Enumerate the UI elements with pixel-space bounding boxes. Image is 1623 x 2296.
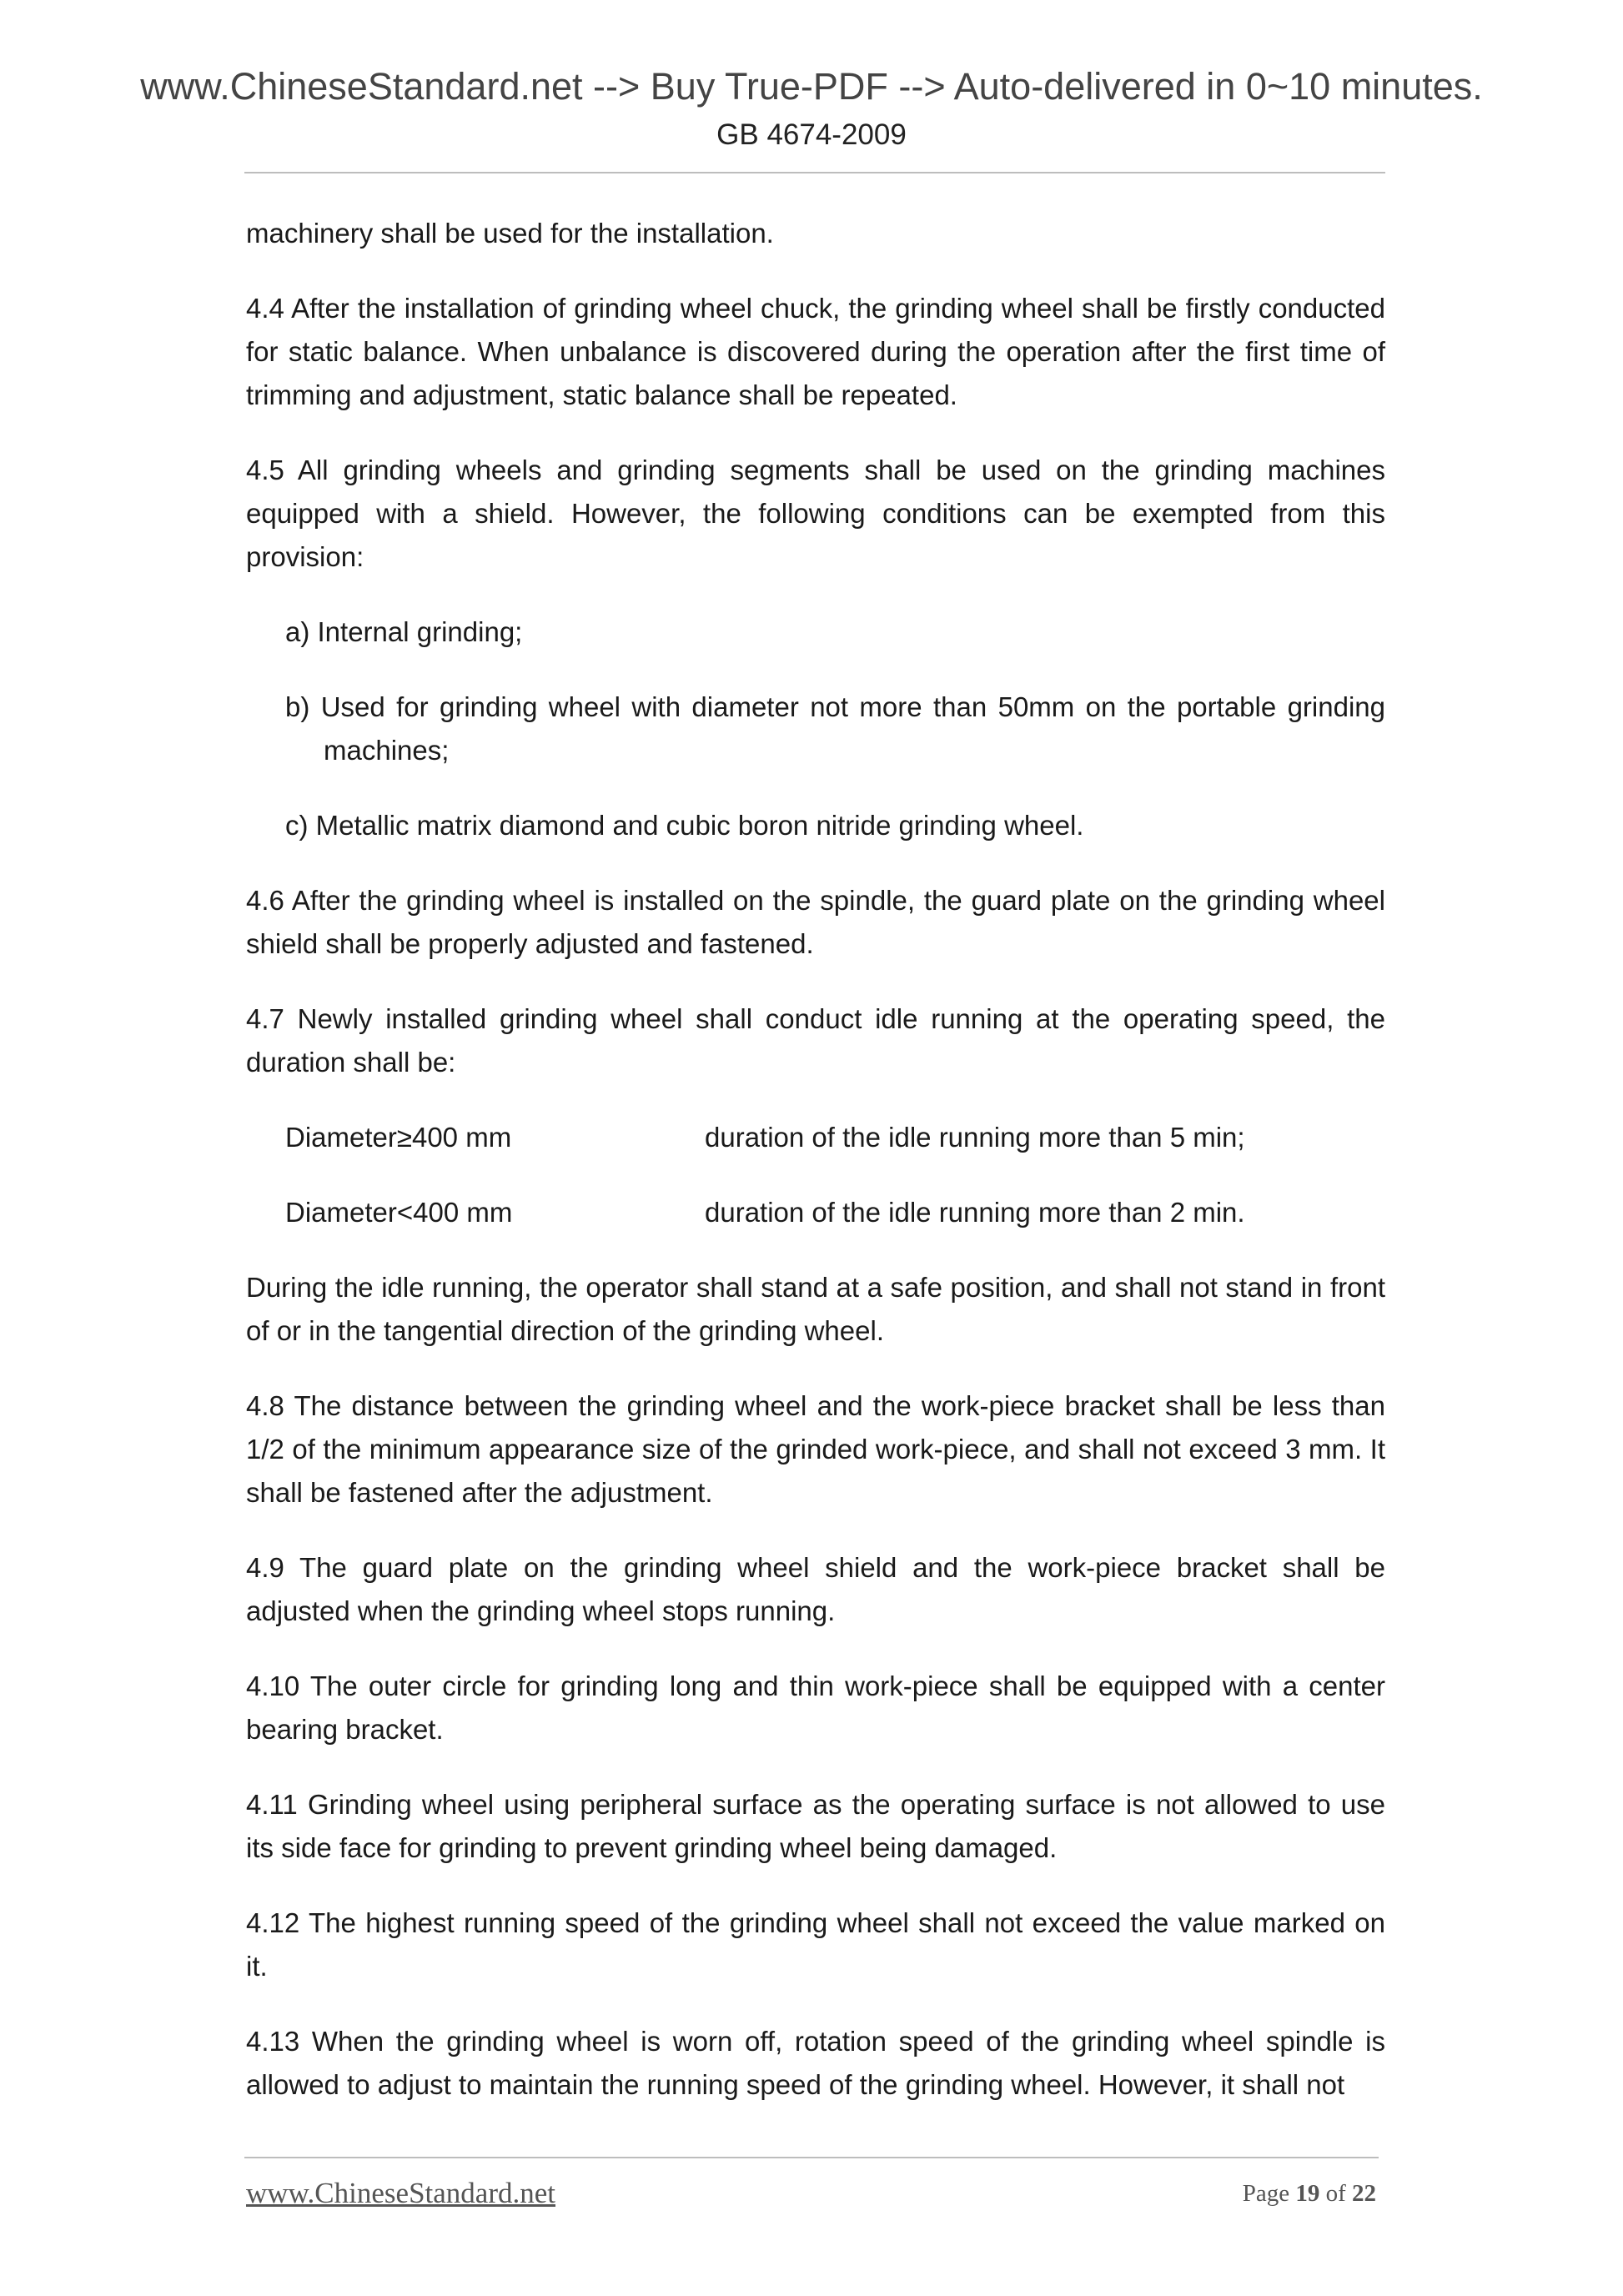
page-number xyxy=(1243,2180,1376,2208)
clause-4-7: 4.7 Newly installed grinding wheel shall conduct idle running at the operating speed, the duration shall be: xyxy=(246,1003,1385,1078)
idle-duration: duration of the idle running more than 2 min. xyxy=(705,1197,1245,1228)
current-page: 19 xyxy=(1295,2180,1320,2207)
footer-divider xyxy=(244,2157,1379,2158)
footer-site-link[interactable]: www.ChineseStandard.net xyxy=(246,2177,555,2209)
banner-text: www.ChineseStandard.net --> Buy True-PDF --> Auto-delivered in 0~10 minutes. xyxy=(140,65,1483,108)
duration-row xyxy=(285,1191,1385,1234)
clause-4-6: 4.6 After the grinding wheel is installed on the spindle, the guard plate on the grinding wheel shield shall be properly adjusted and fastened. xyxy=(246,885,1385,959)
page-label: Page xyxy=(1242,2180,1290,2207)
diameter-condition: Diameter≥400 mm xyxy=(285,1122,512,1153)
clause-4-8: 4.8 The distance between the grinding wheel and the work-piece bracket shall be less than 1/2 of the minimum appearance size of the grinded work-piece, and shall not exceed 3 mm. It shall be fastened after the adjustment. xyxy=(246,1390,1385,1508)
list-item-a: a) Internal grinding; xyxy=(285,616,523,647)
clause-4-10: 4.10 The outer circle for grinding long and thin work-piece shall be equipped with a center bearing bracket. xyxy=(246,1671,1385,1745)
clause-4-5: 4.5 All grinding wheels and grinding segments shall be used on the grinding machines equipped with a shield. However, the following conditions can be exempted from this provision: xyxy=(246,455,1385,572)
diameter-condition: Diameter<400 mm xyxy=(285,1197,513,1228)
idle-duration: duration of the idle running more than 5 min; xyxy=(705,1122,1245,1153)
duration-row xyxy=(285,1116,1385,1159)
total-pages: 22 xyxy=(1352,2180,1376,2207)
header-divider xyxy=(244,172,1385,173)
idle-running-note: During the idle running, the operator shall stand at a safe position, and shall not stand in front of or in the tangential direction of the grinding wheel. xyxy=(246,1272,1385,1346)
clause-4-4: 4.4 After the installation of grinding wheel chuck, the grinding wheel shall be firstly conducted for static balance. When unbalance is discovered during the operation after the first time of trimming and adjustment, static balance shall be repeated. xyxy=(246,293,1385,410)
standard-number: GB 4674-2009 xyxy=(716,118,907,151)
clause-4-9: 4.9 The guard plate on the grinding wheel shield and the work-piece bracket shall be adjusted when the grinding wheel stops running. xyxy=(246,1552,1385,1626)
page-body xyxy=(246,212,1385,2138)
paragraph-continuation: machinery shall be used for the installation. xyxy=(246,218,774,249)
clause-4-13: 4.13 When the grinding wheel is worn off, rotation speed of the grinding wheel spindle is allowed to adjust to maintain the running speed of the grinding wheel. However, it shall not xyxy=(246,2026,1385,2100)
clause-4-11: 4.11 Grinding wheel using peripheral surface as the operating surface is not allowed to use its side face for grinding to prevent grinding wheel being damaged. xyxy=(246,1789,1385,1863)
page-of-label: of xyxy=(1325,2180,1346,2207)
list-item-c: c) Metallic matrix diamond and cubic boron nitride grinding wheel. xyxy=(285,810,1084,841)
list-item-b: b) Used for grinding wheel with diameter not more than 50mm on the portable grinding machines; xyxy=(285,691,1385,766)
clause-4-12: 4.12 The highest running speed of the grinding wheel shall not exceed the value marked on it. xyxy=(246,1907,1385,1982)
